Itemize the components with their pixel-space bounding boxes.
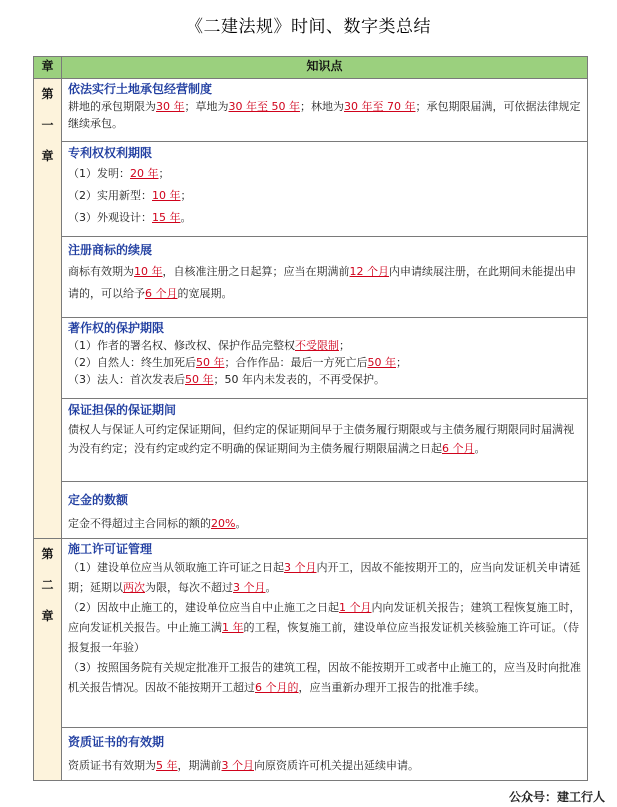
highlight-value: 6 个月的 — [255, 681, 299, 694]
highlight-value: 5 年 — [156, 759, 178, 772]
table-row — [34, 142, 588, 237]
list-item: （1）作者的署名权、修改权、保护作品完整权不受限制； — [68, 339, 350, 352]
highlight-value: 50 年 — [367, 356, 396, 369]
highlight-value: 不受限制 — [295, 339, 339, 352]
highlight-value: 20% — [211, 517, 236, 530]
table-row — [34, 399, 588, 482]
section-body: 资质证书有效期为5 年，期满前3 个月向原资质许可机关提出延续申请。 — [68, 759, 419, 772]
highlight-value: 30 年 — [156, 100, 185, 113]
section-heading: 依法实行土地承包经营制度 — [68, 82, 213, 96]
highlight-value: 3 个月 — [284, 561, 317, 574]
list-item: （3）法人：首次发表后50 年；50 年内未发表的，不再受保护。 — [68, 373, 385, 386]
section-trademark-renewal — [62, 237, 588, 318]
section-heading: 专利权权利期限 — [68, 146, 153, 160]
section-body: 耕地的承包期限为30 年；草地为30 年至 50 年；林地为30 年至 70 年；承包期限届满，可依据法律规定继续承包。 — [68, 100, 581, 130]
chapter-2-text: 第二章 — [41, 547, 54, 623]
list-item: （2）自然人：终生加死后50 年；合作作品：最后一方死亡后50 年； — [68, 356, 407, 369]
highlight-value: 30 年至 50 年 — [228, 100, 300, 113]
section-deposit-amount — [62, 482, 588, 539]
section-heading: 资质证书的有效期 — [68, 735, 165, 749]
highlight-value: 1 年 — [222, 621, 244, 634]
table-header-row — [34, 57, 588, 79]
list-item: （2）因故中止施工的，建设单位应当自中止施工之日起1 个月内向发证机关报告；建筑工程恢复施工时，应向发证机关报告。中止施工满1 年的工程，恢复施工前，建设单位应当报发证机关核验施工许可证。（侍报复报一年验） — [68, 601, 581, 654]
section-qualification-cert — [62, 728, 588, 781]
highlight-value: 50 年 — [196, 356, 225, 369]
table-row — [34, 79, 588, 142]
list-item: （2）实用新型：10 年； — [68, 189, 192, 202]
section-heading: 定金的数额 — [68, 493, 129, 507]
summary-table — [33, 56, 588, 781]
section-body: 债权人与保证人可约定保证期间，但约定的保证期间早于主债务履行期限或与主债务履行期限同时届满视为没有约定；没有约定或约定不明确的保证期间为主债务履行期限届满之日起6 个月。 — [68, 423, 574, 455]
highlight-value: 15 年 — [152, 211, 181, 224]
highlight-value: 6 个月 — [442, 442, 475, 455]
table-row — [34, 237, 588, 318]
chapter-1-text: 第一章 — [41, 87, 54, 163]
section-patent-term — [62, 142, 588, 237]
section-construction-permit — [62, 539, 588, 728]
highlight-value: 6 个月 — [145, 287, 178, 300]
highlight-value: 50 年 — [185, 373, 214, 386]
chapter-1-label — [34, 79, 62, 539]
list-item: （3）外观设计：15 年。 — [68, 211, 192, 224]
section-guarantee-period — [62, 399, 588, 482]
highlight-value: 3 个月 — [233, 581, 266, 594]
highlight-value: 10 年 — [134, 265, 163, 278]
section-heading: 保证担保的保证期间 — [68, 403, 177, 417]
header-points: 知识点 — [62, 57, 588, 79]
page-title: 《二建法规》时间、数字类总结 — [186, 17, 431, 37]
section-body: 商标有效期为10 年，自核准注册之日起算；应当在期满前12 个月内申请续展注册，在此期间未能提出申请的，可以给予6 个月的宽展期。 — [68, 265, 576, 300]
highlight-value: 10 年 — [152, 189, 181, 202]
header-chapter: 章 — [34, 57, 62, 79]
highlight-value: 1 个月 — [339, 601, 372, 614]
section-heading: 注册商标的续展 — [68, 243, 153, 257]
highlight-value: 12 个月 — [349, 265, 389, 278]
section-heading: 施工许可证管理 — [68, 542, 153, 556]
list-item: （3）按照国务院有关规定批准开工报告的建筑工程，因故不能按期开工或者中止施工的，应当及时向批准机关报告情况。因故不能按期开工超过6 个月的，应当重新办理开工报告的批准手续。 — [68, 661, 581, 694]
table-row — [34, 728, 588, 781]
table-row — [34, 482, 588, 539]
highlight-value: 30 年至 70 年 — [343, 100, 416, 113]
table-row — [34, 539, 588, 728]
chapter-2-label — [34, 539, 62, 781]
footer-account: 公众号：建工行人 — [508, 790, 605, 804]
highlight-value: 3 个月 — [221, 759, 254, 772]
section-body: 定金不得超过主合同标的额的20%。 — [68, 517, 247, 530]
highlight-value: 20 年 — [130, 167, 159, 180]
table-row — [34, 318, 588, 399]
section-land-contract — [62, 79, 588, 142]
highlight-value: 两次 — [123, 581, 145, 594]
list-item: （1）发明：20 年； — [68, 167, 170, 180]
section-copyright-term — [62, 318, 588, 399]
section-heading: 著作权的保护期限 — [68, 321, 165, 335]
list-item: （1）建设单位应当从领取施工许可证之日起3 个月内开工，因故不能按期开工的，应当向发证机关申请延期；延期以两次为限，每次不超过3 个月。 — [68, 561, 581, 594]
